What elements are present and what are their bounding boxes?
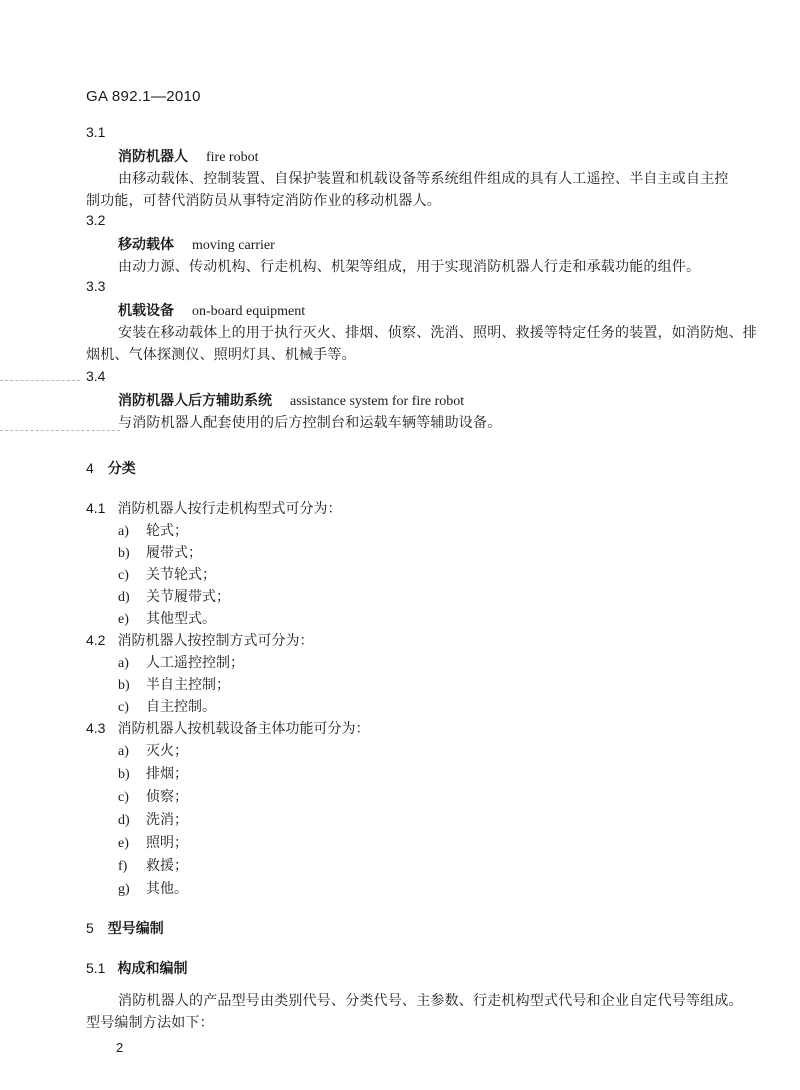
section-title: 分类 [107,461,136,477]
list-text: 人工遥控控制； [146,655,244,671]
term-number: 3.3 [86,278,106,294]
list-text: 救援； [146,858,188,874]
definition-line: 安装在移动载体上的用于执行灭火、排烟、侦察、洗消、照明、救援等特定任务的装置，如消防炮、排 [118,325,757,341]
term-number: 3.1 [86,124,106,140]
list-item [118,608,216,628]
definition-line: 烟机、气体探测仪、照明灯具、机械手等。 [86,347,356,363]
term-en: assistance system for fire robot [290,394,465,409]
paragraph-line: 消防机器人的产品型号由类别代号、分类代号、主参数、行走机构型式代号和企业自定代号等组成。 [118,993,743,1009]
clause-heading [86,498,341,518]
term-heading [118,300,305,320]
list-item [118,652,244,672]
scan-artifact [0,380,80,381]
list-marker: c) [118,568,129,583]
list-text: 排烟； [146,766,188,782]
definition-line: 制功能，可替代消防员从事特定消防作业的移动机器人。 [86,193,441,209]
list-marker: b) [118,546,130,561]
list-marker: a) [118,744,129,759]
list-text: 洗消； [146,812,188,828]
list-item [118,763,188,783]
list-item [118,878,188,898]
list-marker: c) [118,700,129,715]
list-item [118,786,188,806]
list-item [118,542,202,562]
section-number: 5 [86,920,94,936]
list-marker: a) [118,656,129,671]
term-cn: 消防机器人后方辅助系统 [118,393,272,409]
list-marker: d) [118,813,130,828]
term-cn: 消防机器人 [118,149,188,165]
term-en: on-board equipment [192,304,306,319]
list-marker: b) [118,678,130,693]
list-text: 侦察； [146,789,188,805]
list-marker: b) [118,767,130,782]
term-cn: 移动载体 [118,237,174,253]
definition-line: 与消防机器人配套使用的后方控制台和运载车辆等辅助设备。 [118,415,502,431]
term-en: fire robot [206,150,259,165]
clause-heading [86,630,313,650]
list-text: 其他。 [146,881,188,897]
section-title: 型号编制 [107,921,164,937]
definition-line: 由移动载体、控制装置、自保护装置和机载设备等系统组件组成的具有人工遥控、半自主或自主控 [118,171,729,187]
term-heading [118,146,258,166]
term-number: 3.2 [86,212,106,228]
clause-heading [86,718,369,738]
clause-number: 4.3 [86,720,106,736]
clause-title: 构成和编制 [117,961,188,977]
clause-number: 4.2 [86,632,106,648]
list-marker: a) [118,524,129,539]
list-text: 灭火； [146,743,188,759]
list-item [118,855,188,875]
list-text: 自主控制。 [146,699,216,715]
list-text: 照明； [146,835,188,851]
section-heading [86,458,136,478]
section-number: 4 [86,460,94,476]
list-text: 关节轮式； [146,567,216,583]
clause-text: 消防机器人按行走机构型式可分为： [117,501,342,517]
paragraph-line: 型号编制方法如下： [86,1015,214,1031]
term-en: moving carrier [192,238,275,253]
clause-number: 5.1 [86,960,106,976]
clause-text: 消防机器人按控制方式可分为： [117,633,314,649]
page-number: 2 [116,1040,124,1055]
list-item [118,564,216,584]
list-marker: e) [118,836,129,851]
clause-text: 消防机器人按机载设备主体功能可分为： [117,721,370,737]
list-text: 履带式； [146,545,202,561]
standard-code: GA 892.1—2010 [86,88,201,105]
list-marker: e) [118,612,129,627]
section-heading [86,918,164,938]
clause-heading [86,958,187,978]
list-marker: d) [118,590,130,605]
term-heading [118,234,275,254]
term-number: 3.4 [86,368,106,384]
term-heading [118,390,464,410]
list-item [118,674,230,694]
list-marker: f) [118,859,128,874]
list-item [118,520,188,540]
term-cn: 机载设备 [118,303,174,319]
list-item [118,696,216,716]
list-text: 关节履带式； [146,589,230,605]
scan-artifact [0,430,120,431]
definition-line: 由动力源、传动机构、行走机构、机架等组成，用于实现消防机器人行走和承载功能的组件。 [118,259,701,275]
list-item [118,586,230,606]
list-text: 半自主控制； [146,677,230,693]
list-item [118,809,188,829]
list-item [118,832,188,852]
list-marker: c) [118,790,129,805]
list-text: 其他型式。 [146,611,216,627]
list-marker: g) [118,882,130,897]
list-text: 轮式； [146,523,188,539]
clause-number: 4.1 [86,500,106,516]
list-item [118,740,188,760]
